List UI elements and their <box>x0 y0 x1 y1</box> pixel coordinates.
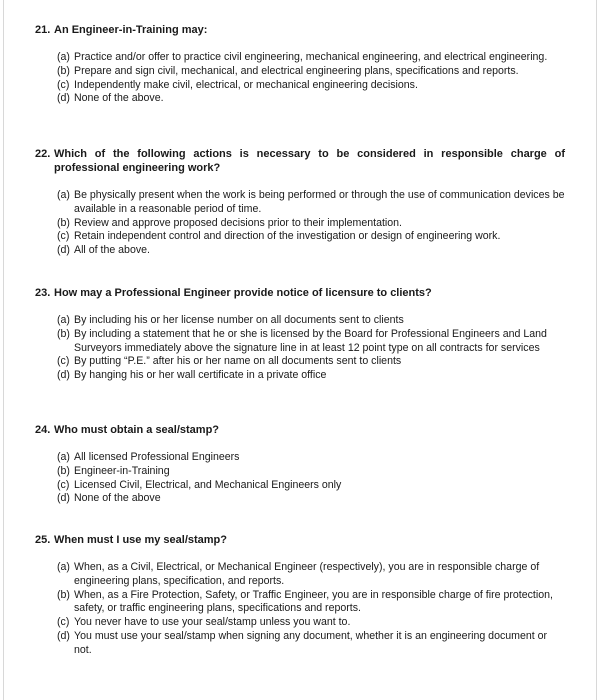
option-text: Retain independent control and direction of the investigation or design of engineering work. <box>74 230 501 243</box>
option-label: (d) <box>57 369 70 382</box>
option-text: Be physically present when the work is being performed or through the use of communication devices be available in a reasonable period of time. <box>74 189 565 215</box>
option-item <box>57 355 565 369</box>
option-item <box>57 314 565 328</box>
question-title <box>35 23 565 37</box>
option-item <box>57 465 565 479</box>
question-22 <box>35 147 565 258</box>
question-23 <box>35 286 565 383</box>
option-item <box>57 561 565 589</box>
option-label: (b) <box>57 216 70 229</box>
question-text: An Engineer-in-Training may: <box>54 24 208 36</box>
option-label: (a) <box>57 451 70 463</box>
option-label: (a) <box>57 561 70 573</box>
option-label: (c) <box>57 230 70 243</box>
option-label: (d) <box>57 629 70 642</box>
option-label: (d) <box>57 492 70 505</box>
option-text: When, as a Fire Protection, Safety, or Traffic Engineer, you are in responsible charge of fire protection, safety, or traffic engineering plans, specifications and reports. <box>74 588 553 615</box>
question-title <box>35 533 565 547</box>
option-text: Practice and/or offer to practice civil engineering, mechanical engineering, and electrical engineering. <box>74 51 548 63</box>
option-item <box>57 92 565 106</box>
option-text: By hanging his or her wall certificate in a private office <box>74 369 327 382</box>
option-item <box>57 230 565 244</box>
option-label: (d) <box>57 244 70 257</box>
option-label: (c) <box>57 616 70 629</box>
options-list <box>57 561 565 658</box>
option-text: By including a statement that he or she is licensed by the Board for Professional Engineers and Land Surveyors immediately above the signature line in at least 12 point type on all contracts for services <box>74 327 547 354</box>
option-text: All of the above. <box>74 244 150 257</box>
option-item <box>57 217 565 231</box>
option-item <box>57 492 565 506</box>
option-label: (d) <box>57 92 70 105</box>
option-item <box>57 244 565 258</box>
question-24 <box>35 423 565 506</box>
option-label: (b) <box>57 327 70 340</box>
question-text: Who must obtain a seal/stamp? <box>54 424 220 436</box>
option-item <box>57 630 565 658</box>
option-item <box>57 65 565 79</box>
option-label: (c) <box>57 478 70 491</box>
option-item <box>57 51 565 65</box>
option-text: When, as a Civil, Electrical, or Mechanical Engineer (respectively), you are in responsible charge of engineering plans, specification, and reports. <box>74 561 540 587</box>
option-item <box>57 616 565 630</box>
option-label: (a) <box>57 189 70 201</box>
question-text: Which of the following actions is necessary to be considered in responsible charge of professional engineering work? <box>54 148 565 174</box>
question-title <box>35 286 565 300</box>
option-text: Engineer-in-Training <box>74 464 170 477</box>
question-text: How may a Professional Engineer provide notice of licensure to clients? <box>54 287 432 299</box>
option-item <box>57 589 565 617</box>
option-label: (b) <box>57 64 70 77</box>
question-number: 25. <box>35 534 51 546</box>
question-21 <box>35 23 565 106</box>
option-text: Licensed Civil, Electrical, and Mechanical Engineers only <box>74 478 342 491</box>
question-title <box>35 147 565 175</box>
option-label: (a) <box>57 51 70 63</box>
option-text: None of the above. <box>74 92 164 105</box>
option-text: By putting “P.E.” after his or her name on all documents sent to clients <box>74 355 402 368</box>
option-label: (b) <box>57 464 70 477</box>
question-number: 22. <box>35 148 51 160</box>
question-number: 21. <box>35 24 51 36</box>
question-text: When must I use my seal/stamp? <box>54 534 227 546</box>
option-text: Prepare and sign civil, mechanical, and electrical engineering plans, specifications and reports. <box>74 64 519 77</box>
option-item <box>57 328 565 356</box>
option-text: Independently make civil, electrical, or mechanical engineering decisions. <box>74 78 418 91</box>
option-label: (a) <box>57 314 70 326</box>
option-item <box>57 79 565 93</box>
options-list <box>57 314 565 383</box>
option-text: You never have to use your seal/stamp unless you want to. <box>74 616 351 629</box>
options-list <box>57 51 565 106</box>
option-label: (b) <box>57 588 70 601</box>
question-25 <box>35 533 565 658</box>
options-list <box>57 189 565 258</box>
option-label: (c) <box>57 355 70 368</box>
option-item <box>57 189 565 217</box>
option-item <box>57 479 565 493</box>
question-number: 24. <box>35 424 51 436</box>
question-number: 23. <box>35 287 51 299</box>
option-label: (c) <box>57 78 70 91</box>
options-list <box>57 451 565 506</box>
option-text: All licensed Professional Engineers <box>74 451 240 463</box>
option-text: You must use your seal/stamp when signing any document, whether it is an engineering document or not. <box>74 629 548 656</box>
option-text: By including his or her license number on all documents sent to clients <box>74 314 404 326</box>
option-text: Review and approve proposed decisions prior to their implementation. <box>74 216 402 229</box>
question-title <box>35 423 565 437</box>
option-text: None of the above <box>74 492 161 505</box>
option-item <box>57 451 565 465</box>
option-item <box>57 369 565 383</box>
